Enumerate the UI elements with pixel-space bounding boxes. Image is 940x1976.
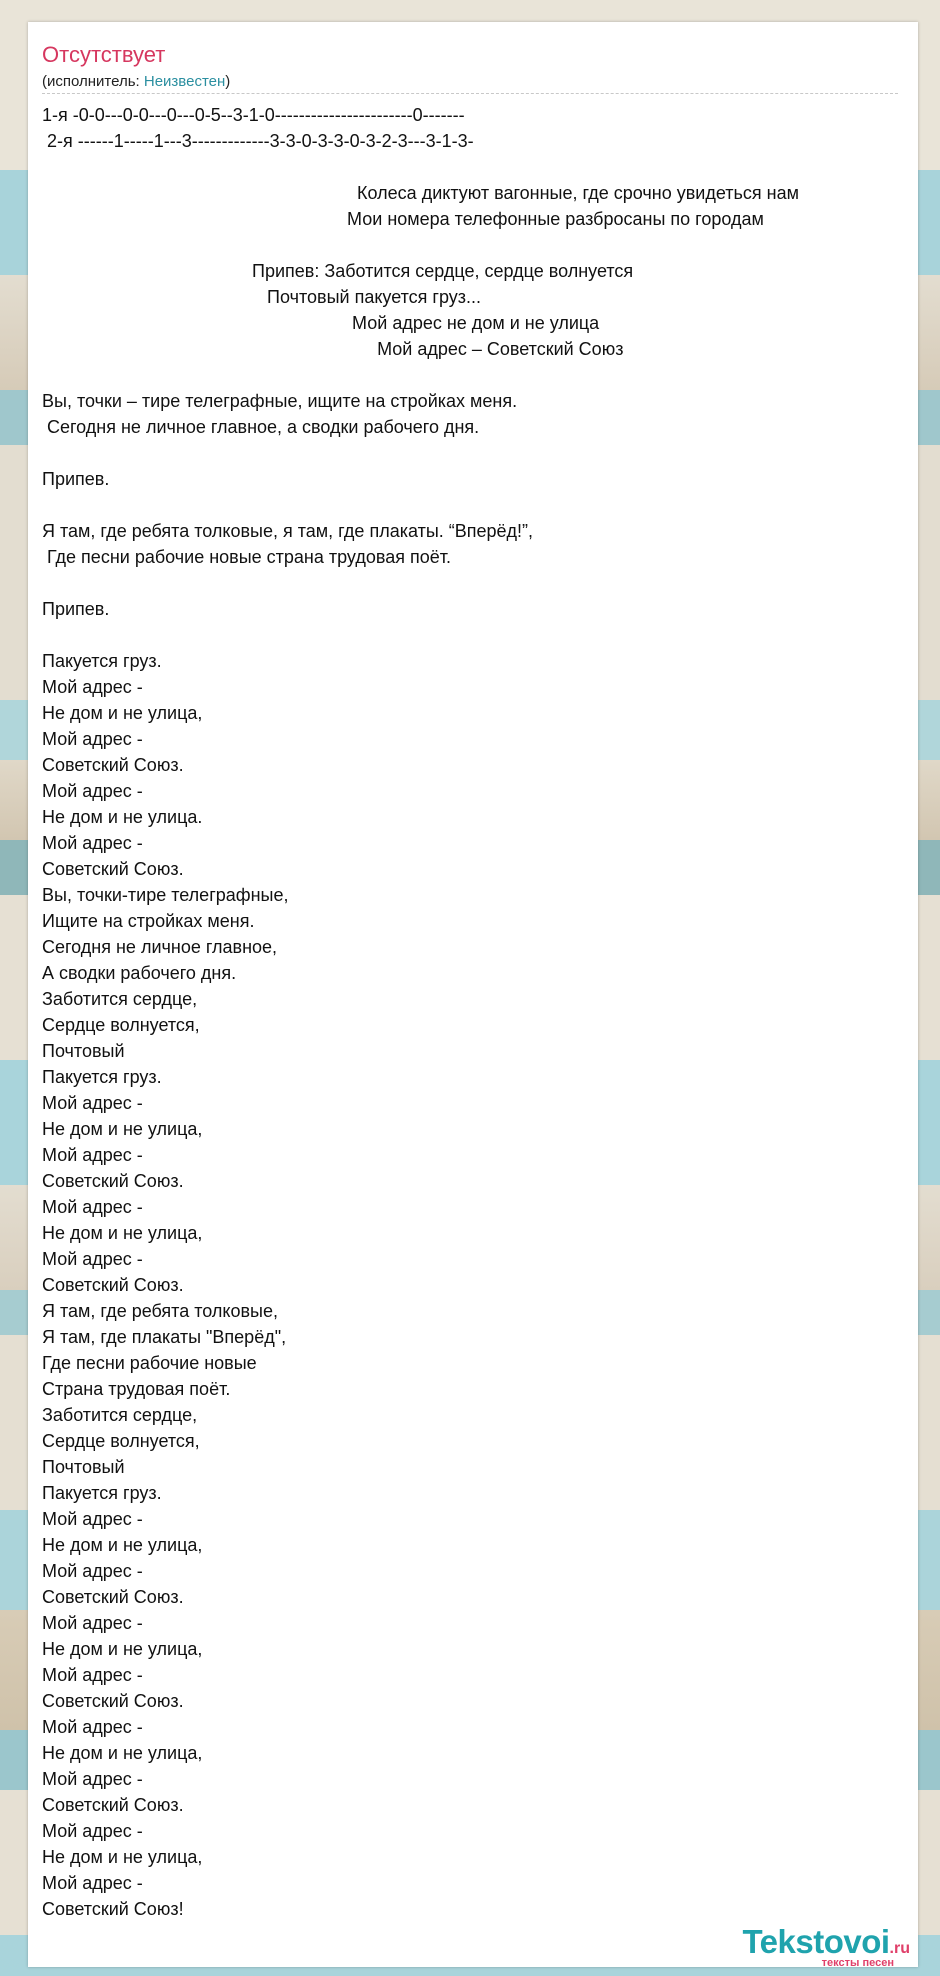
lyrics-text: 1-я -0-0---0-0---0---0-5--3-1-0-----------------------0------- 2-я ------1-----1---3-------------3-3-0-3-3-0-3-2-3---3-1-3- Колеса диктуют вагонные, где срочно увидеться нам Мои номера телефонные разбросаны по городам Припев: Заботится сердце, сердце волнуется Почтовый пакуется груз... Мой адрес не дом и не улица Мой адрес – Советский Союз Вы, точки – тире телеграфные, ищите на стройках меня. Сегодня не личное главное, а сводки рабочего дня. Припев. Я там, где ребята толковые, я там, где плакаты. “Вперёд!”, Где песни рабочие новые страна трудовая поёт. Припев. Пакуется груз. Мой адрес - Не дом и не улица, Мой адрес - Советский Союз. Мой адрес - Не дом и не улица. Мой адрес - Советский Союз. Вы, точки-тире телеграфные, Ищите на стройках меня. Сегодня не личное главное, А сводки рабочего дня. Заботится сердце, Сердце волнуется, Почтовый Пакуется груз. Мой адрес - Не дом и не улица, Мой адрес - Советский Союз. Мой адрес - Не дом и не улица, Мой адрес - Советский Союз. Я там, где ребята толковые, Я там, где плакаты "Вперёд", Где песни рабочие новые Страна трудовая поёт. Заботится сердце, Сердце волнуется, Почтовый Пакуется груз. Мой адрес - Не дом и не улица, Мой адрес - Советский Союз. Мой адрес - Не дом и не улица, Мой адрес - Советский Союз. Мой адрес - Не дом и не улица, Мой адрес - Советский Союз. Мой адрес - Не дом и не улица, Мой адрес - Советский Союз! — [42, 105, 799, 1919]
logo-tagline: тексты песен — [821, 1957, 894, 1967]
performer-line — [42, 73, 230, 90]
logo-tld: .ru — [889, 1940, 910, 1957]
song-title: Отсутствует — [42, 42, 166, 67]
site-logo[interactable] — [742, 1923, 910, 1967]
lyrics-card — [28, 22, 918, 1967]
dashed-divider — [42, 93, 898, 94]
performer-link[interactable]: Неизвестен — [143, 73, 226, 90]
logo-brand: Tekstovoi — [742, 1923, 890, 1960]
performer-prefix: (исполнитель: — [42, 73, 144, 90]
performer-suffix: ) — [225, 73, 231, 90]
